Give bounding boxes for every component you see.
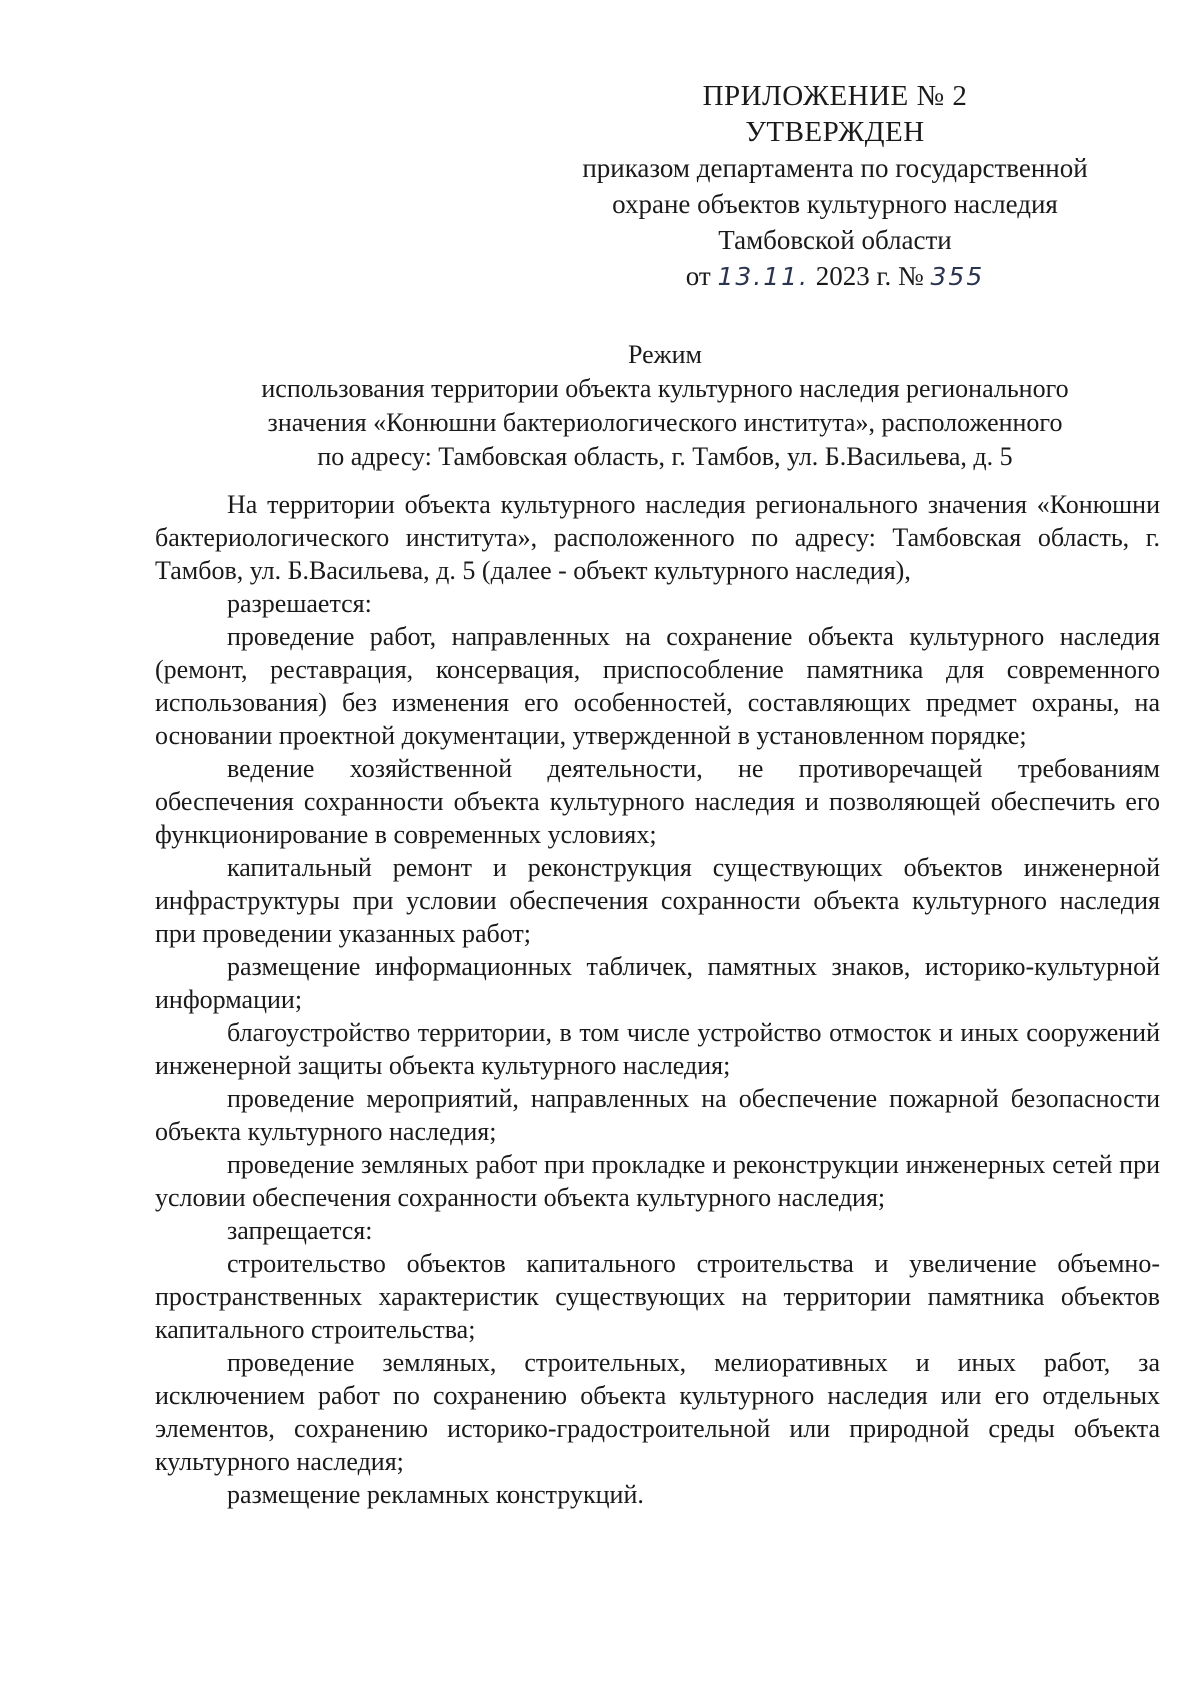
approval-stamp-block bbox=[540, 78, 1130, 295]
forbidden-item: размещение рекламных конструкций. bbox=[227, 1480, 644, 1509]
forbidden-item: проведение земляных, строительных, мелиоративных и иных работ, за исключением работ по сохранению объекта культурного наследия или его отдельных элементов, сохранению историко-градостроительной или природной среды объекта культурного наследия; bbox=[155, 1348, 1160, 1476]
forbidden-item: строительство объектов капитального строительства и увеличение объемно-пространственных характеристик существующих на территории памятника объектов капитального строительства; bbox=[155, 1249, 1160, 1344]
allowed-item: капитальный ремонт и реконструкция существующих объектов инженерной инфраструктуры при условии обеспечения сохранности объекта культурного наследия при проведении указанных работ; bbox=[155, 853, 1160, 948]
forbidden-label: запрещается: bbox=[227, 1216, 373, 1245]
allowed-item: проведение земляных работ при прокладке и реконструкции инженерных сетей при условии обеспечения сохранности объекта культурного наследия; bbox=[155, 1150, 1160, 1212]
allowed-item: проведение мероприятий, направленных на обеспечение пожарной безопасности объекта культурного наследия; bbox=[155, 1084, 1160, 1146]
approved-heading: УТВЕРЖДЕН bbox=[745, 116, 925, 148]
allowed-item: проведение работ, направленных на сохранение объекта культурного наследия (ремонт, реставрация, консервация, приспособление памятника для современного использования) без изменения его особенностей, составляющих предмет охраны, на основании проектной документации, утвержденной в установленном порядке; bbox=[155, 622, 1160, 750]
allowed-label: разрешается: bbox=[227, 589, 372, 618]
handwritten-number: 355 bbox=[930, 262, 985, 291]
order-year: 2023 г. bbox=[815, 261, 892, 291]
handwritten-date: 13.11. bbox=[717, 262, 809, 291]
title-heading: Режим bbox=[628, 340, 702, 369]
approval-line-3: Тамбовской области bbox=[718, 225, 952, 255]
order-date-number bbox=[540, 258, 1130, 295]
number-label: № bbox=[898, 261, 924, 291]
document-title bbox=[140, 338, 1190, 474]
title-line-1: использования территории объекта культурного наследия регионального bbox=[261, 374, 1069, 403]
document-body bbox=[155, 488, 1160, 1511]
allowed-item: размещение информационных табличек, памятных знаков, историко-культурной информации; bbox=[155, 952, 1160, 1014]
intro-paragraph: На территории объекта культурного наследия регионального значения «Конюшни бактериологического института», расположенного по адресу: Тамбовская область, г. Тамбов, ул. Б.Васильева, д. 5 (далее - объект культурного наследия), bbox=[155, 490, 1160, 585]
approval-line-1: приказом департамента по государственной bbox=[582, 153, 1088, 183]
allowed-item: ведение хозяйственной деятельности, не противоречащей требованиям обеспечения сохранности объекта культурного наследия и позволяющей обеспечить его функционирование в современных условиях; bbox=[155, 754, 1160, 849]
allowed-item: благоустройство территории, в том числе устройство отмосток и иных сооружений инженерной защиты объекта культурного наследия; bbox=[155, 1018, 1160, 1080]
title-line-3: по адресу: Тамбовская область, г. Тамбов, ул. Б.Васильева, д. 5 bbox=[317, 442, 1013, 471]
from-label: от bbox=[685, 261, 711, 291]
title-line-2: значения «Конюшни бактериологического института», расположенного bbox=[267, 408, 1063, 437]
appendix-number: ПРИЛОЖЕНИЕ № 2 bbox=[702, 80, 968, 112]
approval-line-2: охране объектов культурного наследия bbox=[612, 189, 1058, 219]
